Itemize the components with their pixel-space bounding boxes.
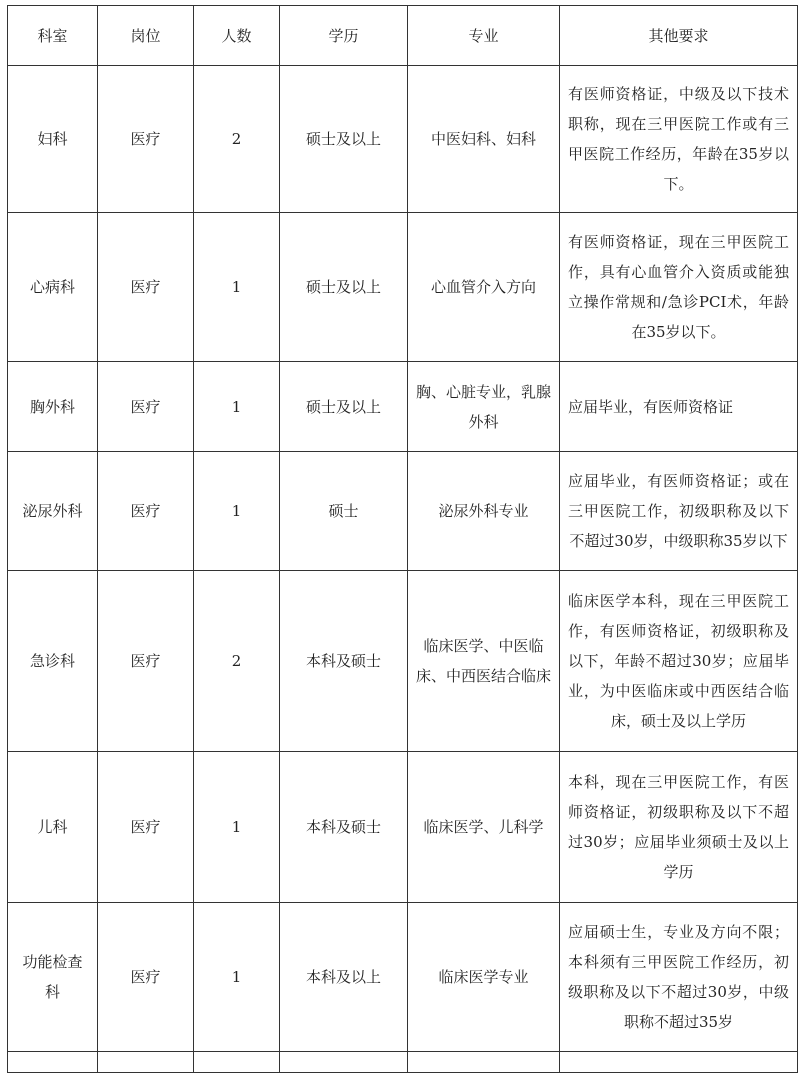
- post-cell: 医疗: [98, 452, 194, 571]
- post-cell: 医疗: [98, 752, 194, 903]
- dept-cell: 儿科: [8, 752, 98, 903]
- empty-cell: [408, 1052, 560, 1073]
- education-cell: 硕士及以上: [280, 66, 408, 213]
- count-cell: 1: [194, 213, 280, 362]
- count-cell: 1: [194, 752, 280, 903]
- requirements-cell: 应届硕士生，专业及方向不限；本科须有三甲医院工作经历，初级职称及以下不超过30岁，中级职称不超过35岁: [560, 903, 798, 1052]
- table-row: [8, 752, 798, 903]
- table-row: [8, 452, 798, 571]
- table-row: [8, 66, 798, 213]
- count-cell: 2: [194, 66, 280, 213]
- table-row: [8, 571, 798, 752]
- count-cell: 2: [194, 571, 280, 752]
- count-cell: 1: [194, 452, 280, 571]
- post-cell: 医疗: [98, 571, 194, 752]
- header-requirements: 其他要求: [560, 6, 798, 66]
- empty-cell: [98, 1052, 194, 1073]
- table-row: [8, 362, 798, 452]
- major-cell: 胸、心脏专业，乳腺外科: [408, 362, 560, 452]
- table-row: [8, 903, 798, 1052]
- requirements-cell: 临床医学本科，现在三甲医院工作，有医师资格证，初级职称及以下，年龄不超过30岁；应届毕业，为中医临床或中西医结合临床，硕士及以上学历: [560, 571, 798, 752]
- education-cell: 本科及硕士: [280, 571, 408, 752]
- table-row-partial: [8, 1052, 798, 1073]
- major-cell: 临床医学、中医临床、中西医结合临床: [408, 571, 560, 752]
- post-cell: 医疗: [98, 362, 194, 452]
- post-cell: 医疗: [98, 213, 194, 362]
- empty-cell: [560, 1052, 798, 1073]
- requirements-cell: 应届毕业，有医师资格证；或在三甲医院工作，初级职称及以下不超过30岁，中级职称35岁以下: [560, 452, 798, 571]
- empty-cell: [280, 1052, 408, 1073]
- dept-cell: 急诊科: [8, 571, 98, 752]
- education-cell: 本科及以上: [280, 903, 408, 1052]
- count-cell: 1: [194, 362, 280, 452]
- empty-cell: [194, 1052, 280, 1073]
- dept-cell: 胸外科: [8, 362, 98, 452]
- header-dept: 科室: [8, 6, 98, 66]
- table-row: [8, 213, 798, 362]
- header-count: 人数: [194, 6, 280, 66]
- requirements-cell: 有医师资格证，中级及以下技术职称，现在三甲医院工作或有三甲医院工作经历，年龄在35岁以下。: [560, 66, 798, 213]
- count-cell: 1: [194, 903, 280, 1052]
- major-cell: 临床医学专业: [408, 903, 560, 1052]
- header-post: 岗位: [98, 6, 194, 66]
- requirements-cell: 有医师资格证，现在三甲医院工作，具有心血管介入资质或能独立操作常规和/急诊PCI术，年龄在35岁以下。: [560, 213, 798, 362]
- major-cell: 临床医学、儿科学: [408, 752, 560, 903]
- dept-cell: 妇科: [8, 66, 98, 213]
- education-cell: 硕士: [280, 452, 408, 571]
- recruitment-table: [7, 5, 798, 1073]
- dept-cell: 泌尿外科: [8, 452, 98, 571]
- major-cell: 泌尿外科专业: [408, 452, 560, 571]
- empty-cell: [8, 1052, 98, 1073]
- education-cell: 本科及硕士: [280, 752, 408, 903]
- education-cell: 硕士及以上: [280, 213, 408, 362]
- header-education: 学历: [280, 6, 408, 66]
- major-cell: 心血管介入方向: [408, 213, 560, 362]
- major-cell: 中医妇科、妇科: [408, 66, 560, 213]
- education-cell: 硕士及以上: [280, 362, 408, 452]
- dept-cell: 功能检查科: [8, 903, 98, 1052]
- requirements-cell: 应届毕业，有医师资格证: [560, 362, 798, 452]
- header-row: [8, 6, 798, 66]
- requirements-cell: 本科，现在三甲医院工作，有医师资格证，初级职称及以下不超过30岁；应届毕业须硕士及以上学历: [560, 752, 798, 903]
- post-cell: 医疗: [98, 66, 194, 213]
- header-major: 专业: [408, 6, 560, 66]
- dept-cell: 心病科: [8, 213, 98, 362]
- post-cell: 医疗: [98, 903, 194, 1052]
